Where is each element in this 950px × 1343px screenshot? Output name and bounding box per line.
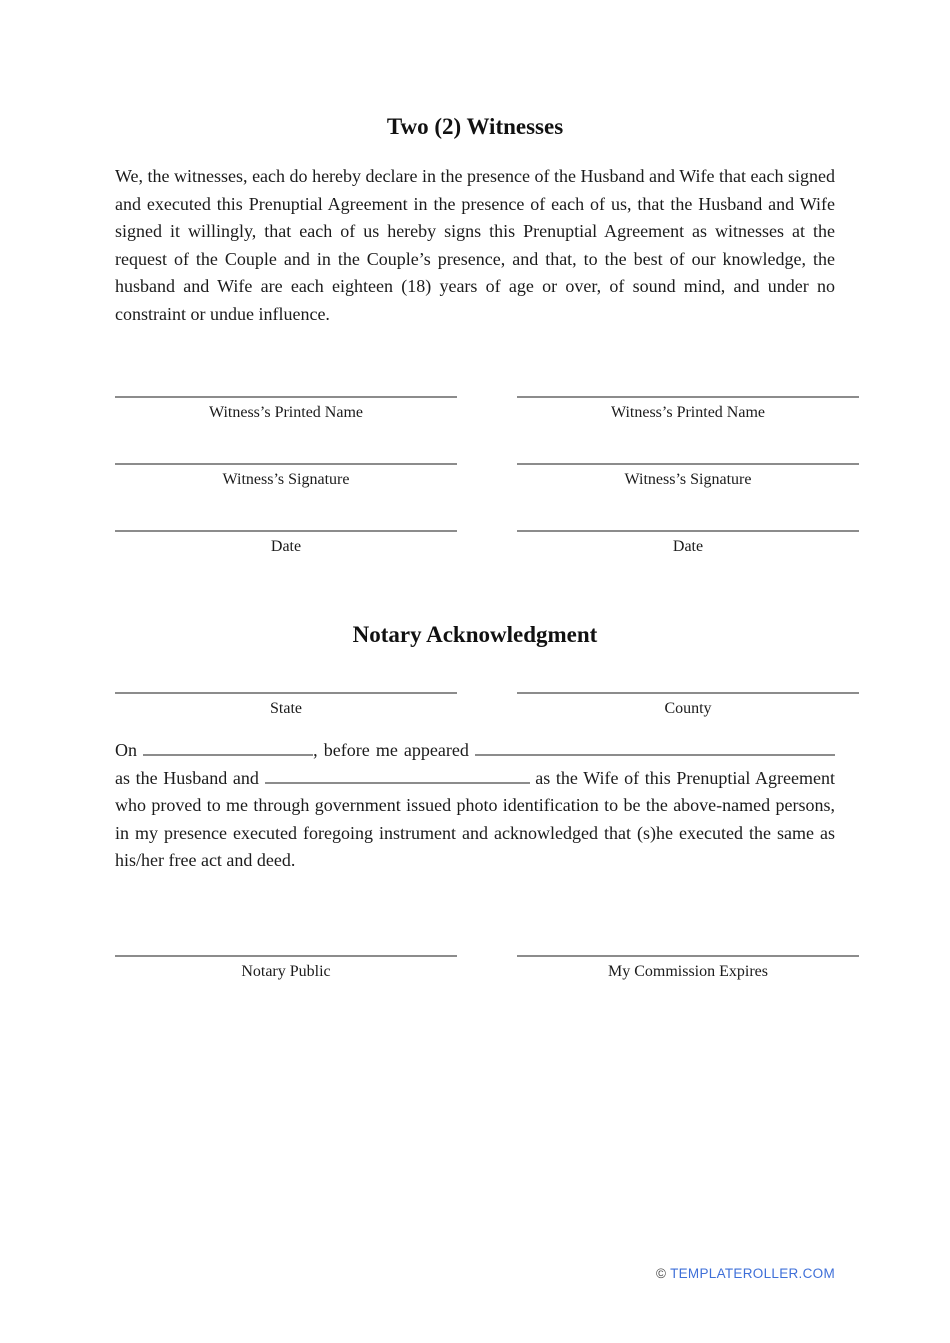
county-column (517, 666, 859, 733)
commission-expires-line (517, 929, 859, 957)
witness-1-signature-line (115, 437, 457, 465)
witness-2-printed-name-line (517, 370, 859, 398)
acknowledgment-text-part3: as the Husband and (115, 767, 259, 788)
notary-public-column (115, 929, 457, 996)
notary-public-field (115, 929, 457, 982)
witness-1-date-line (115, 504, 457, 532)
witness-2-signature-line (517, 437, 859, 465)
acknowledgment-text-part2: , before me appeared (313, 740, 469, 761)
witness-2-signature-field (517, 437, 859, 490)
witness-1-printed-name-line (115, 370, 457, 398)
witness-2-printed-name-field (517, 370, 859, 423)
witness-2-column (517, 370, 859, 571)
field-caption: My Commission Expires (607, 963, 768, 980)
notary-acknowledgment-paragraph (115, 737, 835, 875)
county-field (517, 666, 859, 719)
witness-1-printed-name-field (115, 370, 457, 423)
state-field (115, 666, 457, 719)
field-caption: Witness’s Printed Name (209, 404, 363, 421)
field-caption: Date (270, 538, 302, 555)
field-caption: County (664, 700, 712, 717)
field-caption: Witness’s Printed Name (611, 404, 765, 421)
field-caption: State (270, 700, 302, 717)
acknowledgment-date-blank (143, 737, 313, 756)
witness-2-date-line (517, 504, 859, 532)
acknowledgment-text-part4: as the Wife of this Prenuptial Agreement who proved to me through government issued photo identification to be the above-named persons, in my presence executed foregoing instrument and acknowledged that (s)he executed the same as his/her free act and deed. (115, 767, 836, 871)
commission-expires-field (517, 929, 859, 982)
witness-declaration-paragraph: We, the witnesses, each do hereby declare in the presence of the Husband and Wife that each signed and executed this Prenuptial Agreement in the presence of each of us, that the Husband and Wife signed it willingly, that each of us hereby signs this Prenuptial Agreement as witnesses at the request of the Couple and in the Couple’s presence, and that, to the best of our knowledge, the husband and Wife are each eighteen (18) years of age or over, of sound mind, and under no constraint or undue influence. (115, 166, 835, 324)
commission-expires-column (517, 929, 859, 996)
witness-1-signature-field (115, 437, 457, 490)
witness-2-date-field (517, 504, 859, 557)
acknowledgment-text-part1: On (115, 740, 137, 761)
state-column (115, 666, 457, 733)
field-caption: Witness’s Signature (624, 471, 752, 488)
field-caption: Date (672, 538, 704, 555)
county-line (517, 666, 859, 694)
husband-name-blank (475, 737, 835, 756)
notary-public-line (115, 929, 457, 957)
witness-signature-grid (115, 370, 859, 571)
field-caption: Notary Public (241, 963, 331, 980)
wife-name-blank (265, 765, 530, 784)
notary-location-grid (115, 666, 859, 733)
notary-section-title: Notary Acknowledgment (352, 622, 598, 647)
notary-signature-grid (115, 929, 859, 996)
footer (656, 1266, 835, 1282)
witnesses-section-title: Two (2) Witnesses (386, 114, 564, 139)
field-caption: Witness’s Signature (222, 471, 350, 488)
state-line (115, 666, 457, 694)
templateroller-link[interactable]: TEMPLATEROLLER.COM (670, 1266, 835, 1281)
witness-1-column (115, 370, 457, 571)
copyright-symbol: © (656, 1266, 667, 1281)
witness-1-date-field (115, 504, 457, 557)
